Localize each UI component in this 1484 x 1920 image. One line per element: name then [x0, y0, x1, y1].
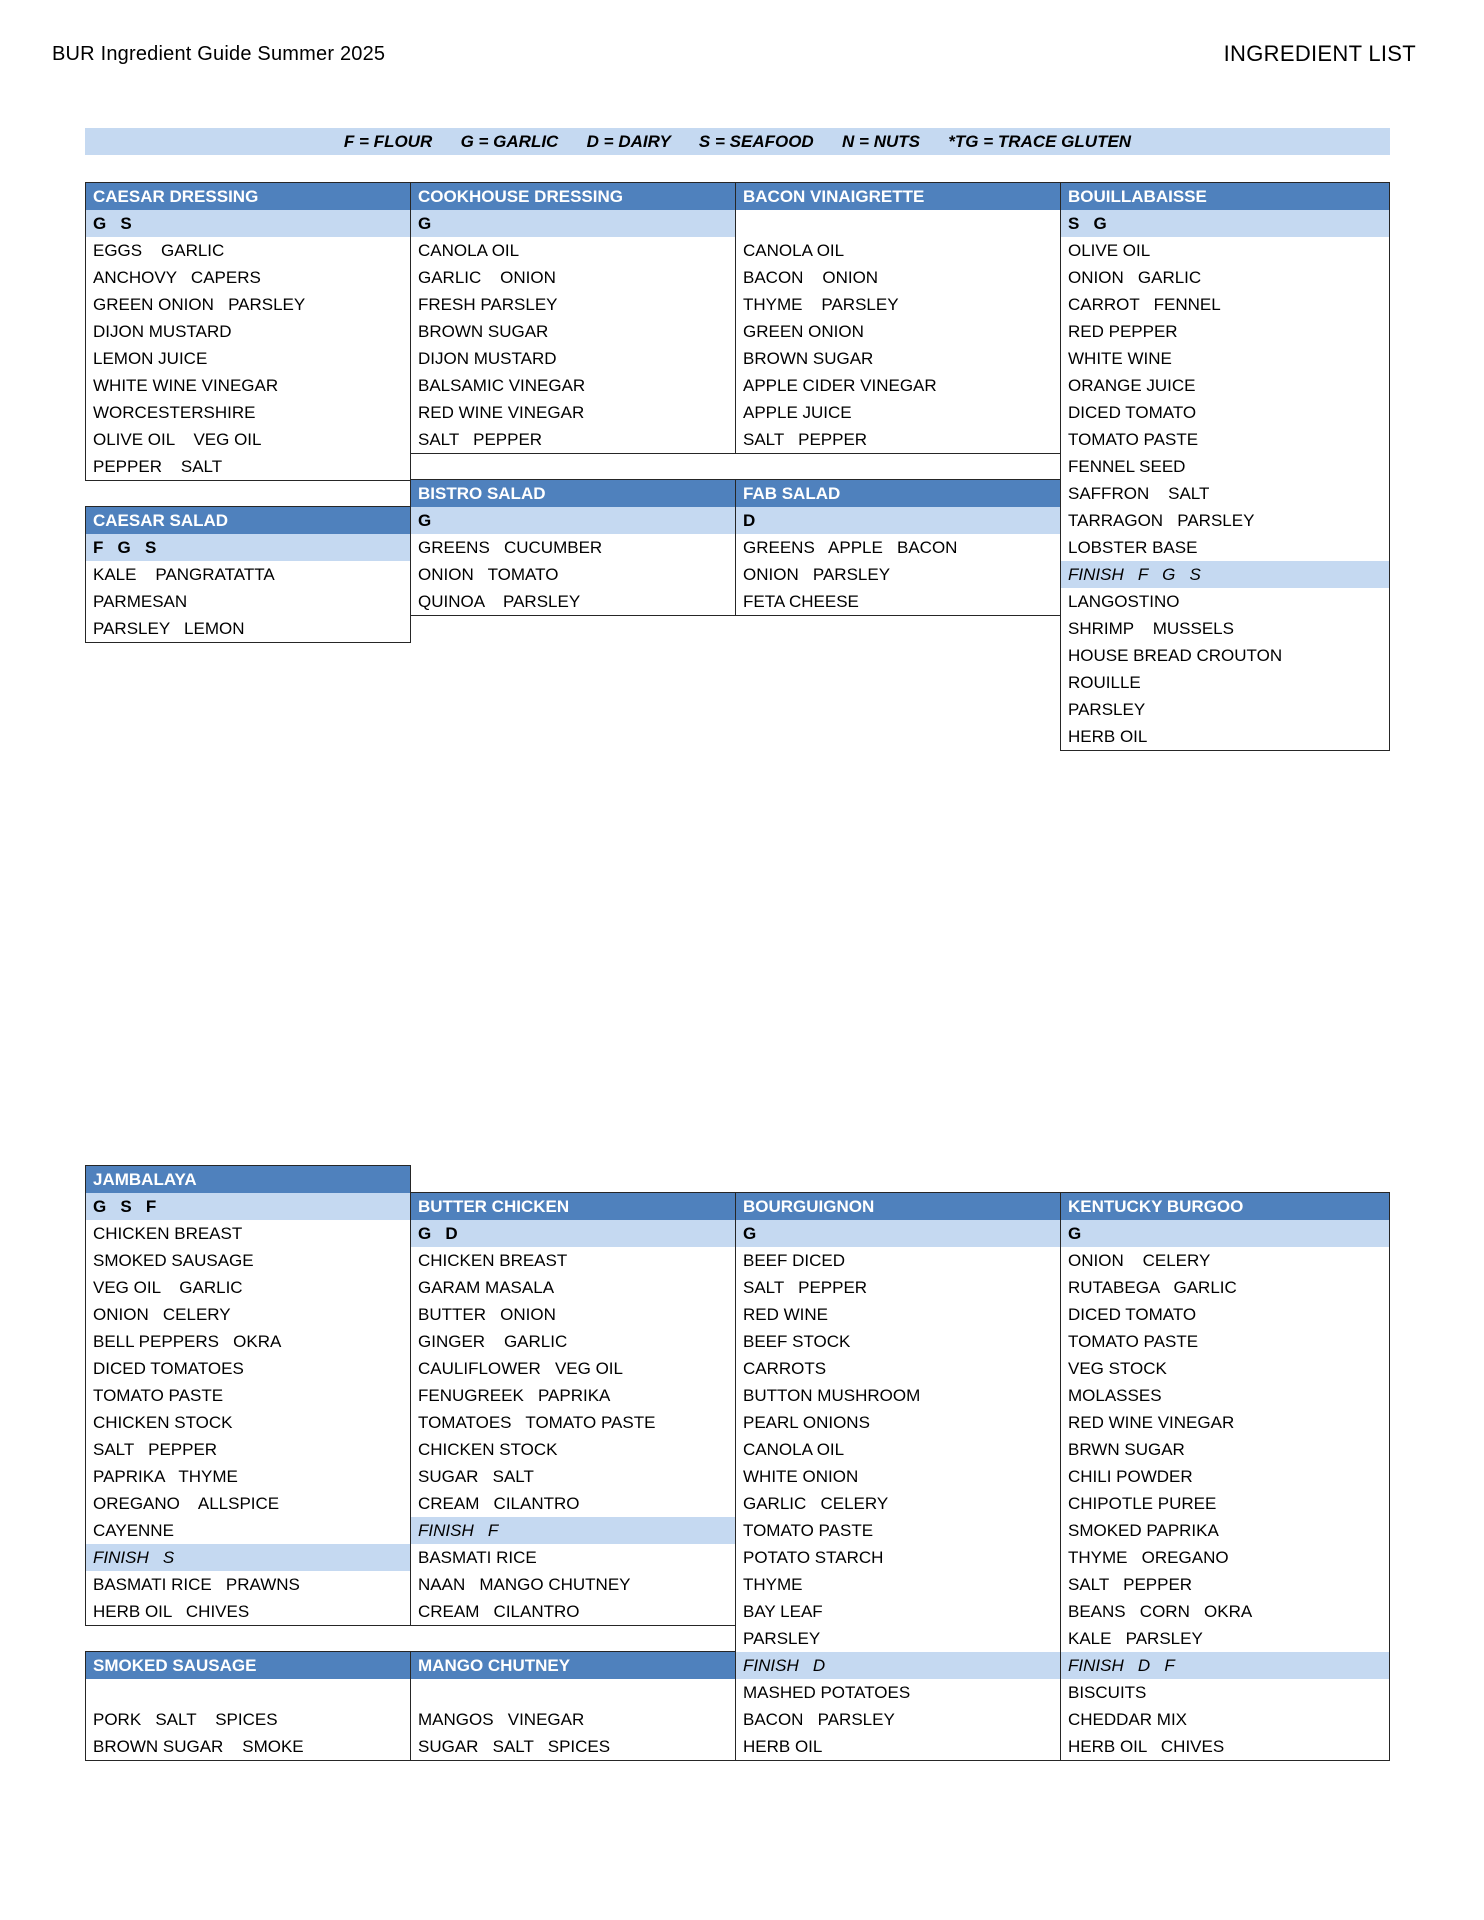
ingredient-row: MANGOS VINEGAR [418, 1710, 585, 1729]
ingredient-row: CHICKEN BREAST [418, 1251, 568, 1270]
ingredient-row: LANGOSTINO [1068, 592, 1180, 611]
ingredient-row: VEG OIL GARLIC [93, 1278, 243, 1297]
card-bistro-salad [410, 479, 736, 616]
ingredient-row: DICED TOMATOES [93, 1359, 244, 1378]
ingredient-row: CHICKEN STOCK [93, 1413, 233, 1432]
column-bottom-1 [85, 1165, 411, 1761]
ingredient-row: DICED TOMATO [1068, 403, 1197, 422]
ingredient-row: THYME [743, 1575, 803, 1594]
ingredient-row: BAY LEAF [743, 1602, 823, 1621]
ingredient-row: BEANS CORN OKRA [1068, 1602, 1253, 1621]
ingredient-row: PARMESAN [93, 592, 188, 611]
ingredient-row: APPLE JUICE [743, 403, 852, 422]
ingredient-row: MOLASSES [1068, 1386, 1162, 1405]
ingredient-row: KALE PARSLEY [1068, 1629, 1203, 1648]
allergen-codes-row: S G [1061, 210, 1389, 237]
card-title-bourguignon: BOURGUIGNON [736, 1193, 1060, 1220]
ingredient-row: PAPRIKA THYME [93, 1467, 238, 1486]
ingredient-row: ANCHOVY CAPERS [93, 268, 261, 287]
ingredient-row: PARSLEY [743, 1629, 821, 1648]
ingredient-row: CREAM CILANTRO [418, 1494, 580, 1513]
allergen-codes-row: G [1061, 1220, 1389, 1247]
ingredient-row: GREENS CUCUMBER [418, 538, 603, 557]
ingredient-row: PARSLEY LEMON [93, 619, 245, 638]
ingredient-row: SUGAR SALT SPICES [418, 1737, 611, 1756]
ingredient-row: BRWN SUGAR [1068, 1440, 1185, 1459]
ingredient-row: LEMON JUICE [93, 349, 208, 368]
ingredient-row: NAAN MANGO CHUTNEY [418, 1575, 631, 1594]
ingredient-row: WHITE ONION [743, 1467, 859, 1486]
allergen-codes-row: G S F [86, 1193, 410, 1220]
column-bottom-2 [410, 1192, 736, 1761]
ingredient-row: BEEF DICED [743, 1251, 846, 1270]
card-title-bistro-salad: BISTRO SALAD [411, 480, 735, 507]
ingredient-row: ONION CELERY [1068, 1251, 1211, 1270]
ingredient-row: ONION GARLIC [1068, 268, 1202, 287]
ingredient-row: PORK SALT SPICES [93, 1710, 278, 1729]
finish-row: FINISH D F [1061, 1652, 1389, 1679]
allergen-codes-row: F G S [86, 534, 410, 561]
ingredient-row: SHRIMP MUSSELS [1068, 619, 1234, 638]
ingredient-row: CANOLA OIL [418, 241, 520, 260]
ingredient-row: HERB OIL CHIVES [1068, 1737, 1225, 1756]
allergen-legend-bar: F = FLOUR G = GARLIC D = DAIRY S = SEAFOOD N = NUTS *TG = TRACE GLUTEN [85, 128, 1390, 155]
ingredient-row: PARSLEY [1068, 700, 1146, 719]
ingredient-row: HERB OIL CHIVES [93, 1602, 250, 1621]
allergen-codes-row: G [736, 1220, 1060, 1247]
card-title-butter-chicken: BUTTER CHICKEN [411, 1193, 735, 1220]
ingredient-row: TARRAGON PARSLEY [1068, 511, 1255, 530]
card-title-fab-salad: FAB SALAD [736, 480, 1060, 507]
ingredient-row: BASMATI RICE PRAWNS [93, 1575, 300, 1594]
ingredient-row: THYME OREGANO [1068, 1548, 1229, 1567]
ingredient-row: EGGS GARLIC [93, 241, 225, 260]
ingredient-row: BELL PEPPERS OKRA [93, 1332, 282, 1351]
ingredient-row: FRESH PARSLEY [418, 295, 558, 314]
ingredient-row: CHICKEN STOCK [418, 1440, 558, 1459]
ingredient-row: CHEDDAR MIX [1068, 1710, 1188, 1729]
column-top-1 [85, 182, 411, 643]
ingredient-row: RED WINE VINEGAR [1068, 1413, 1235, 1432]
column-bottom-3 [735, 1192, 1061, 1761]
document-title: BUR Ingredient Guide Summer 2025 [52, 43, 386, 65]
card-title-bacon-vinaigrette: BACON VINAIGRETTE [736, 183, 1060, 210]
ingredient-row: VEG STOCK [1068, 1359, 1167, 1378]
card-caesar-salad [85, 506, 411, 643]
ingredient-row: SAFFRON SALT [1068, 484, 1210, 503]
ingredient-row: SUGAR SALT [418, 1467, 534, 1486]
ingredient-row: DIJON MUSTARD [418, 349, 557, 368]
card-cookhouse-dressing [410, 182, 736, 454]
ingredient-row: QUINOA PARSLEY [418, 592, 581, 611]
card-title-caesar-salad: CAESAR SALAD [86, 507, 410, 534]
ingredient-row: BALSAMIC VINEGAR [418, 376, 586, 395]
card-caesar-dressing [85, 182, 411, 481]
ingredient-row: CAYENNE [93, 1521, 174, 1540]
ingredient-row: ROUILLE [1068, 673, 1141, 692]
ingredient-row: THYME PARSLEY [743, 295, 899, 314]
ingredient-row: GREEN ONION [743, 322, 864, 341]
card-title-jambalaya: JAMBALAYA [86, 1166, 410, 1193]
allergen-codes-row: G [411, 507, 735, 534]
ingredient-row: HOUSE BREAD CROUTON [1068, 646, 1283, 665]
finish-row: FINISH D [736, 1652, 1060, 1679]
ingredient-row: APPLE CIDER VINEGAR [743, 376, 937, 395]
ingredient-row: RUTABEGA GARLIC [1068, 1278, 1237, 1297]
ingredient-row: ONION PARSLEY [743, 565, 891, 584]
ingredient-row: KALE PANGRATATTA [93, 565, 275, 584]
ingredient-row: OLIVE OIL VEG OIL [93, 430, 262, 449]
card-bourguignon [735, 1192, 1061, 1761]
blank-row [736, 210, 1060, 237]
ingredient-row: GREENS APPLE BACON [743, 538, 958, 557]
ingredient-row: HERB OIL [1068, 727, 1148, 746]
ingredient-row: TOMATOES TOMATO PASTE [418, 1413, 656, 1432]
ingredient-row: CHIPOTLE PUREE [1068, 1494, 1217, 1513]
card-title-smoked-sausage: SMOKED SAUSAGE [86, 1652, 410, 1679]
ingredient-row: RED PEPPER [1068, 322, 1178, 341]
ingredient-row: BISCUITS [1068, 1683, 1147, 1702]
card-title-kentucky-burgoo: KENTUCKY BURGOO [1061, 1193, 1389, 1220]
ingredient-row: CARROTS [743, 1359, 827, 1378]
ingredient-row: BROWN SUGAR [743, 349, 874, 368]
finish-row: FINISH F G S [1061, 561, 1389, 588]
ingredient-row: OLIVE OIL [1068, 241, 1151, 260]
ingredient-row: TOMATO PASTE [743, 1521, 874, 1540]
ingredient-row: SALT PEPPER [418, 430, 543, 449]
ingredient-row: BUTTON MUSHROOM [743, 1386, 921, 1405]
ingredient-row: WHITE WINE [1068, 349, 1172, 368]
ingredient-row: GARLIC ONION [418, 268, 556, 287]
ingredient-row: BACON PARSLEY [743, 1710, 895, 1729]
ingredient-row: TOMATO PASTE [1068, 430, 1199, 449]
card-title-cookhouse-dressing: COOKHOUSE DRESSING [411, 183, 735, 210]
allergen-codes-row: G D [411, 1220, 735, 1247]
ingredient-row: SALT PEPPER [1068, 1575, 1193, 1594]
ingredient-row: SALT PEPPER [93, 1440, 218, 1459]
card-mango-chutney [410, 1651, 736, 1761]
ingredient-row: CHILI POWDER [1068, 1467, 1193, 1486]
ingredient-row: LOBSTER BASE [1068, 538, 1198, 557]
ingredient-row: OREGANO ALLSPICE [93, 1494, 280, 1513]
card-kentucky-burgoo [1060, 1192, 1390, 1761]
ingredient-row: CARROT FENNEL [1068, 295, 1221, 314]
ingredient-row: GREEN ONION PARSLEY [93, 295, 306, 314]
ingredient-row: DICED TOMATO [1068, 1305, 1197, 1324]
ingredient-row: CAULIFLOWER VEG OIL [418, 1359, 623, 1378]
ingredient-row: RED WINE VINEGAR [418, 403, 585, 422]
ingredient-row: DIJON MUSTARD [93, 322, 232, 341]
column-top-3 [735, 182, 1061, 616]
ingredient-row: ONION CELERY [93, 1305, 231, 1324]
ingredient-row: PEPPER SALT [93, 457, 223, 476]
ingredient-row: FENNEL SEED [1068, 457, 1186, 476]
page-heading: INGREDIENT LIST [1223, 41, 1416, 66]
ingredient-row: ORANGE JUICE [1068, 376, 1196, 395]
ingredient-row: POTATO STARCH [743, 1548, 884, 1567]
card-title-caesar-dressing: CAESAR DRESSING [86, 183, 410, 210]
column-top-2 [410, 182, 736, 616]
ingredient-row: BUTTER ONION [418, 1305, 556, 1324]
ingredient-row: BEEF STOCK [743, 1332, 851, 1351]
column-bottom-4 [1060, 1192, 1390, 1761]
card-fab-salad [735, 479, 1061, 616]
ingredient-row: FENUGREEK PAPRIKA [418, 1386, 611, 1405]
ingredient-row: FETA CHEESE [743, 592, 859, 611]
ingredient-row: CREAM CILANTRO [418, 1602, 580, 1621]
ingredient-row: BASMATI RICE [418, 1548, 537, 1567]
card-bouillabaisse [1060, 182, 1390, 751]
ingredient-row: GARAM MASALA [418, 1278, 555, 1297]
ingredient-row: BROWN SUGAR [418, 322, 549, 341]
finish-row: FINISH F [411, 1517, 735, 1544]
card-butter-chicken [410, 1192, 736, 1626]
ingredient-row: CANOLA OIL [743, 1440, 845, 1459]
ingredient-row: WHITE WINE VINEGAR [93, 376, 279, 395]
ingredient-row: TOMATO PASTE [1068, 1332, 1199, 1351]
ingredient-row: PEARL ONIONS [743, 1413, 870, 1432]
ingredient-row: SALT PEPPER [743, 1278, 868, 1297]
blank-row [411, 1679, 735, 1706]
ingredient-row: TOMATO PASTE [93, 1386, 224, 1405]
column-top-4 [1060, 182, 1390, 751]
card-title-bouillabaisse: BOUILLABAISSE [1061, 183, 1389, 210]
ingredient-row: GINGER GARLIC [418, 1332, 568, 1351]
ingredient-row: CHICKEN BREAST [93, 1224, 243, 1243]
card-bacon-vinaigrette [735, 182, 1061, 454]
card-title-mango-chutney: MANGO CHUTNEY [411, 1652, 735, 1679]
allergen-codes-row: D [736, 507, 1060, 534]
card-jambalaya [85, 1165, 411, 1626]
ingredient-row: RED WINE [743, 1305, 828, 1324]
blank-row [86, 1679, 410, 1706]
ingredient-row: SALT PEPPER [743, 430, 868, 449]
ingredient-row: SMOKED SAUSAGE [93, 1251, 254, 1270]
ingredient-row: CANOLA OIL [743, 241, 845, 260]
ingredient-row: MASHED POTATOES [743, 1683, 911, 1702]
allergen-codes-row: G [411, 210, 735, 237]
ingredient-row: HERB OIL [743, 1737, 823, 1756]
ingredient-row: ONION TOMATO [418, 565, 559, 584]
ingredient-row: GARLIC CELERY [743, 1494, 889, 1513]
ingredient-row: BROWN SUGAR SMOKE [93, 1737, 304, 1756]
ingredient-row: WORCESTERSHIRE [93, 403, 256, 422]
card-smoked-sausage [85, 1651, 411, 1761]
finish-row: FINISH S [86, 1544, 410, 1571]
allergen-codes-row: G S [86, 210, 410, 237]
ingredient-row: BACON ONION [743, 268, 879, 287]
ingredient-row: SMOKED PAPRIKA [1068, 1521, 1219, 1540]
